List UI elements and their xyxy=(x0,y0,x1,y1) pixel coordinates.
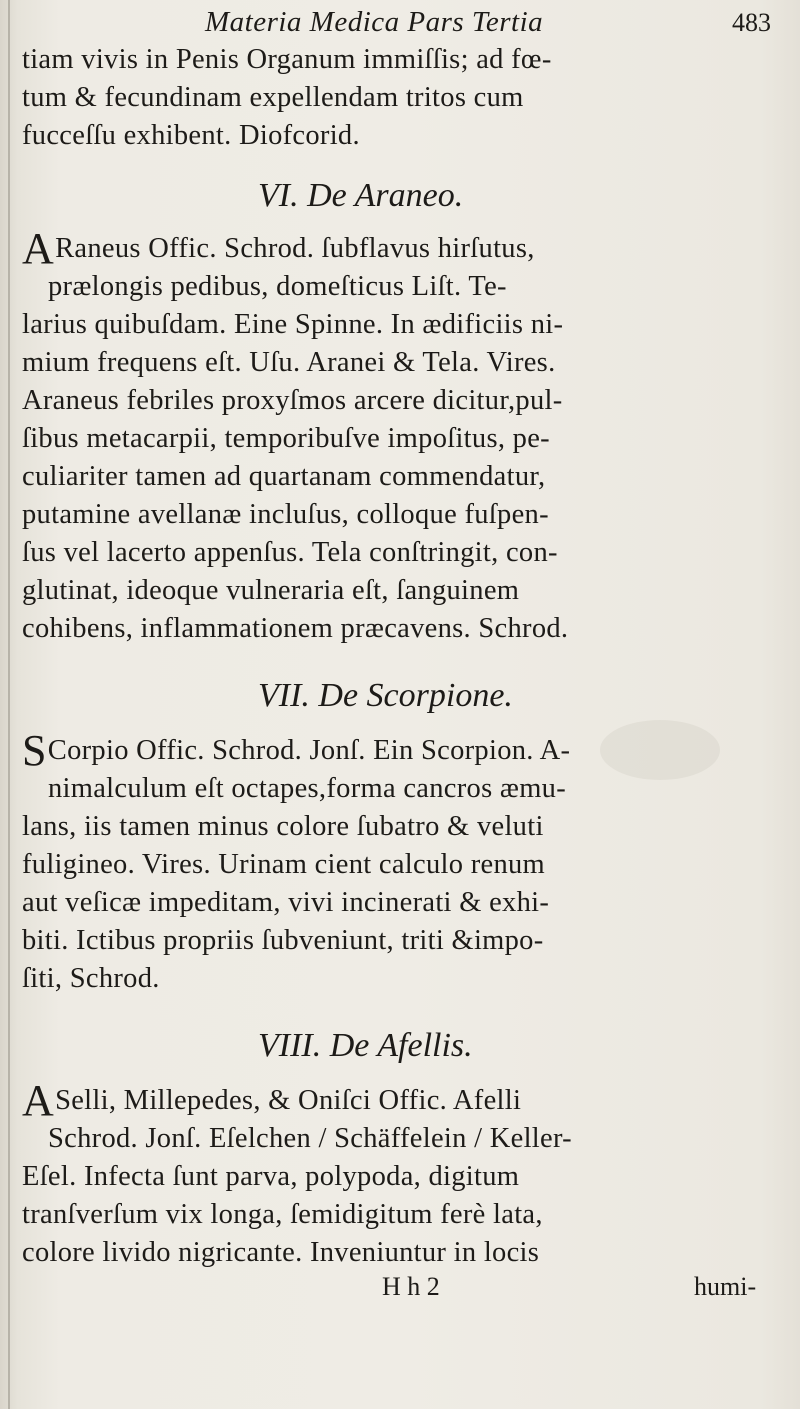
section-heading-araneo: VI. De Araneo. xyxy=(258,177,464,214)
gutter-shadow xyxy=(8,0,10,1409)
text-line: prælongis pedibus, domeſticus Liſt. Te- xyxy=(48,271,507,302)
signature-mark: H h 2 xyxy=(382,1272,440,1301)
text-line: tum & fecundinam expellendam tritos cum xyxy=(22,82,524,113)
text-line: culiariter tamen ad quartanam commendatur, xyxy=(22,461,546,492)
text-line: tranſverſum vix longa, ſemidigitum ferè lata, xyxy=(22,1199,543,1230)
text-line: larius quibuſdam. Eine Spinne. In ædificiis ni- xyxy=(22,309,564,340)
first-line-text: Corpio Offic. Schrod. Jonſ. Ein Scorpion. A- xyxy=(47,735,571,766)
page-number: 483 xyxy=(732,8,771,37)
text-line: Eſel. Infecta ſunt parva, polypoda, digitum xyxy=(22,1161,520,1192)
text-line: aut veſicæ impeditam, vivi incinerati & exhi- xyxy=(22,887,550,918)
catchword: humi- xyxy=(694,1272,757,1301)
paper-stain xyxy=(600,720,720,780)
text-line: tiam vivis in Penis Organum immiſſis; ad fœ- xyxy=(22,44,552,75)
running-head: Materia Medica Pars Tertia xyxy=(205,6,544,38)
drop-initial: A xyxy=(22,224,55,273)
section-first-line xyxy=(22,224,535,273)
text-line: nimalculum eſt octapes,forma cancros æmu- xyxy=(48,773,567,804)
drop-initial: S xyxy=(22,726,47,775)
first-line-text: Raneus Offic. Schrod. ſubflavus hirſutus, xyxy=(55,233,535,264)
text-line: fucceſſu exhibent. Diofcorid. xyxy=(22,120,360,151)
text-line: cohibens, inflammationem præcavens. Schrod. xyxy=(22,613,569,644)
first-line-text: Selli, Millepedes, & Oniſci Offic. Afelli xyxy=(55,1085,522,1116)
text-line: Araneus febriles proxyſmos arcere dicitur,pul- xyxy=(22,385,563,416)
section-heading-afellis: VIII. De Afellis. xyxy=(258,1027,473,1064)
text-line: biti. Ictibus propriis ſubveniunt, triti &impo- xyxy=(22,925,544,956)
section-heading-scorpione: VII. De Scorpione. xyxy=(258,677,513,714)
page-header xyxy=(0,6,800,40)
section-first-line xyxy=(22,726,571,775)
text-line: colore livido nigricante. Inveniuntur in locis xyxy=(22,1237,540,1268)
text-line: ſiti, Schrod. xyxy=(22,963,160,994)
text-line: putamine avellanæ incluſus, colloque fuſpen- xyxy=(22,499,549,530)
text-line: lans, iis tamen minus colore ſubatro & veluti xyxy=(22,811,544,842)
section-first-line xyxy=(22,1076,522,1125)
text-line: ſus vel lacerto appenſus. Tela conſtringit, con- xyxy=(22,537,558,568)
text-line: fuligineo. Vires. Urinam cient calculo renum xyxy=(22,849,546,880)
text-line: ſibus metacarpii, temporibuſve impoſitus, pe- xyxy=(22,423,550,454)
text-line: mium frequens eſt. Uſu. Aranei & Tela. Vires. xyxy=(22,347,556,378)
text-line: glutinat, ideoque vulneraria eſt, ſanguinem xyxy=(22,575,520,606)
drop-initial: A xyxy=(22,1076,55,1125)
text-line: Schrod. Jonſ. Eſelchen / Schäffelein / Keller- xyxy=(48,1123,572,1154)
